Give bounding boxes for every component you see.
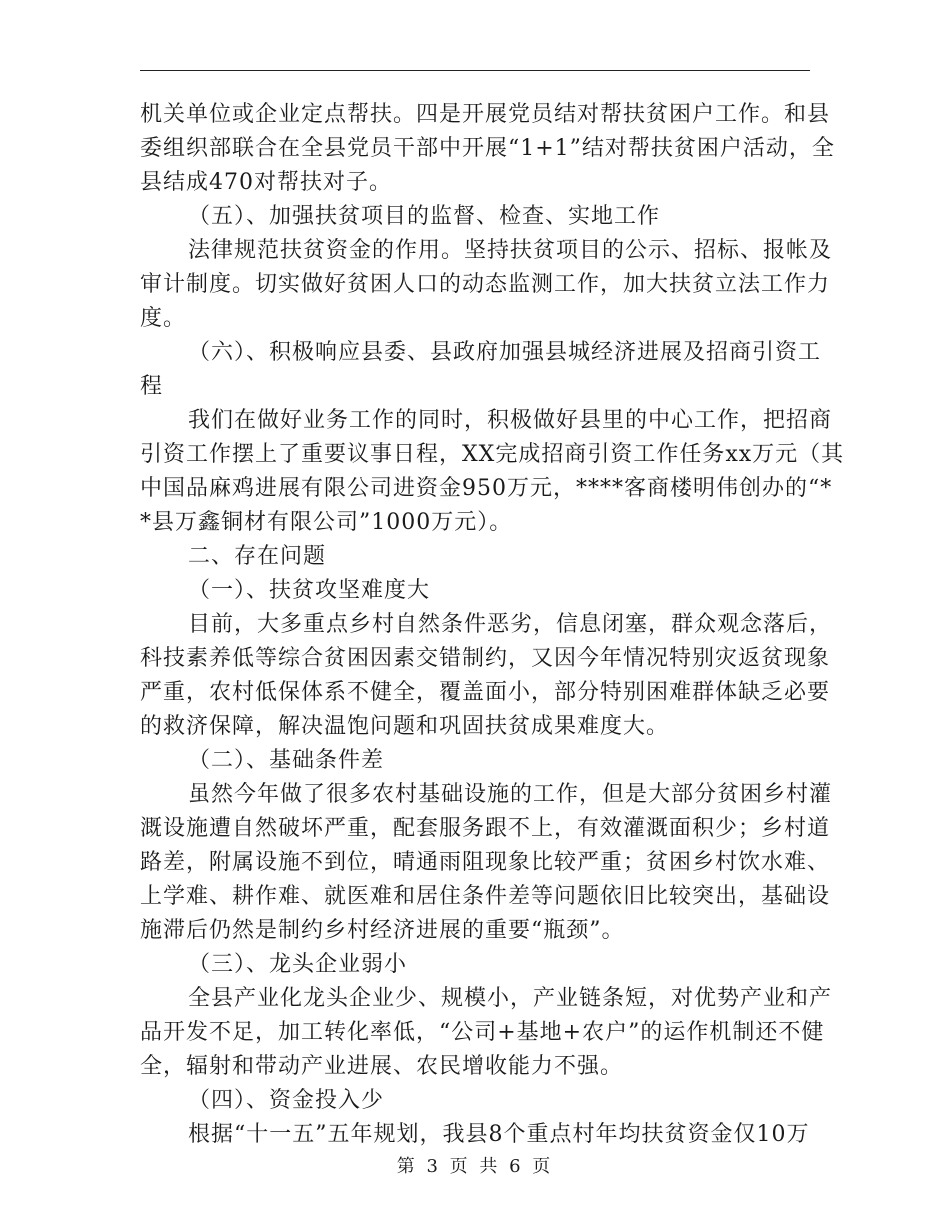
text-line: 法律规范扶贫资金的作用。坚持扶贫项目的公示、招标、报帐及 — [188, 238, 833, 263]
text-line: 全县产业化龙头企业少、规模小，产业链条短，对优势产业和产 — [188, 986, 833, 1011]
text-line: （六）、积极响应县委、县政府加强县城经济进展及招商引资工 — [188, 340, 822, 365]
text-line: 的救济保障，解决温饱问题和巩固扶贫成果难度大。 — [140, 714, 670, 739]
text-line: 全，辐射和带动产业进展、农民增收能力不强。 — [140, 1054, 624, 1079]
text-line: （二）、基础条件差 — [188, 748, 385, 773]
text-line: 度。 — [140, 306, 187, 331]
page-number-footer: 第 3 页 共 6 页 — [396, 1156, 554, 1177]
text-line: 目前，大多重点乡村自然条件恶劣，信息闭塞，群众观念落后， — [188, 612, 833, 637]
text-line: 委组织部联合在全县党员干部中开展“1+1”结对帮扶贫困户活动，全 — [140, 136, 835, 161]
text-line: 我们在做好业务工作的同时，积极做好县里的中心工作，把招商 — [188, 408, 833, 433]
text-line: （四）、资金投入少 — [188, 1088, 385, 1113]
text-line: 溉设施遭自然破坏严重，配套服务跟不上，有效灌溉面积少；乡村道 — [140, 816, 831, 841]
text-line: （三）、龙头企业弱小 — [188, 952, 408, 977]
text-line: 机关单位或企业定点帮扶。四是开展党员结对帮扶贫困户工作。和县 — [140, 102, 831, 127]
text-line: 科技素养低等综合贫困因素交错制约，又因今年情况特别灾返贫现象 — [140, 646, 831, 671]
header-rule — [140, 70, 810, 71]
text-line: 根据“十一五”五年规划，我县8个重点村年均扶贫资金仅10万 — [188, 1122, 810, 1147]
text-line: 品开发不足，加工转化率低，“公司+基地+农户”的运作机制还不健 — [140, 1020, 825, 1045]
text-line: 县结成470对帮扶对子。 — [140, 170, 392, 195]
text-line: 二、存在问题 — [188, 544, 327, 569]
text-line: （五）、加强扶贫项目的监督、检查、实地工作 — [188, 204, 661, 229]
text-line: （一）、扶贫攻坚难度大 — [188, 578, 431, 603]
text-line: 虽然今年做了很多农村基础设施的工作，但是大部分贫困乡村灌 — [188, 782, 833, 807]
text-line: 引资工作摆上了重要议事日程，XX完成招商引资工作任务xx万元（其 — [140, 442, 845, 467]
document-body — [140, 98, 845, 1152]
text-line: 路差，附属设施不到位，晴通雨阻现象比较严重；贫困乡村饮水难、 — [140, 850, 831, 875]
text-line: 程 — [140, 374, 164, 399]
text-line: *县万鑫铜材有限公司”1000万元）。 — [140, 510, 513, 535]
text-line: 施滞后仍然是制约乡村经济进展的重要“瓶颈”。 — [140, 918, 625, 943]
text-line: 上学难、耕作难、就医难和居住条件差等问题依旧比较突出，基础设 — [140, 884, 831, 909]
text-line: 中国品麻鸡进展有限公司进资金950万元，****客商楼明伟创办的“* — [140, 476, 833, 501]
text-line: 审计制度。切实做好贫困人口的动态监测工作，加大扶贫立法工作力 — [140, 272, 831, 297]
text-line: 严重，农村低保体系不健全，覆盖面小，部分特别困难群体缺乏必要 — [140, 680, 831, 705]
